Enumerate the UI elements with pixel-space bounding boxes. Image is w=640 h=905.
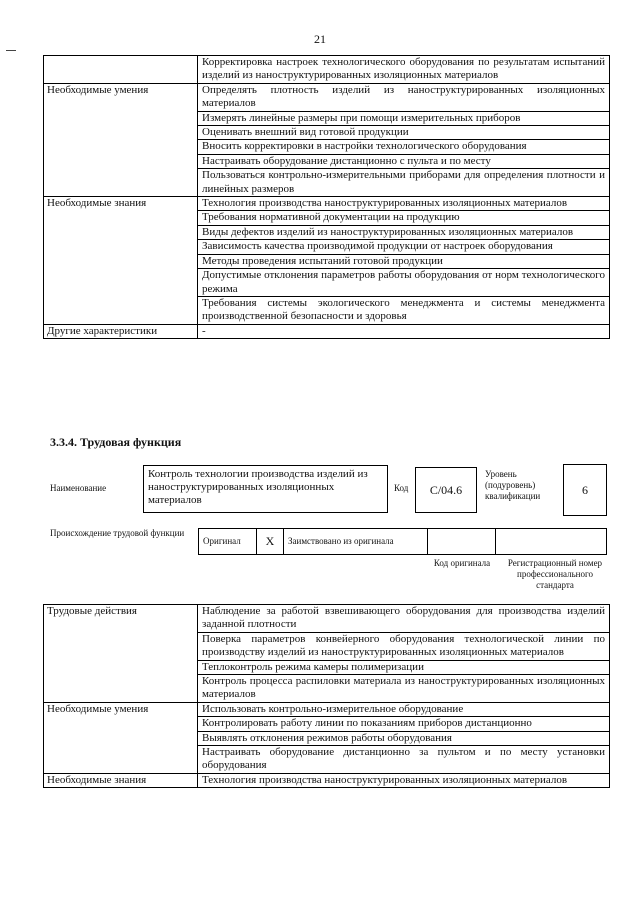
row-text: Контролировать работу линии по показаниям приборов дистанционно (198, 717, 610, 731)
row-text: Контроль процесса распиловки материала из наноструктурированных изоляционных материалов (198, 675, 610, 703)
origin-code-label: Код оригинала (433, 558, 491, 568)
row-text: Измерять линейные размеры при помощи измерительных приборов (198, 111, 610, 125)
row-text: Наблюдение за работой взвешивающего оборудования для производства изделий заданной плотности (198, 605, 610, 633)
borrowed-label: Заимствовано из оригинала (284, 529, 428, 554)
top-table (43, 55, 610, 339)
origin-code-cell (428, 529, 496, 554)
original-mark: Х (257, 529, 284, 554)
origin-label: Происхождение трудовой функции (50, 528, 185, 538)
bottom-table (43, 604, 610, 788)
table-row (44, 56, 610, 84)
row-text: Настраивать оборудование дистанционно за пультом и по месту установки оборудования (198, 746, 610, 774)
row-text: Пользоваться контрольно-измерительными приборами для определения плотности и линейных размеров (198, 169, 610, 197)
code-label: Код (394, 483, 409, 493)
level-label: Уровень (подуровень) квалификации (485, 469, 541, 501)
table-row (44, 605, 610, 633)
origin-row (198, 528, 607, 555)
table-row (44, 702, 610, 716)
row-text: Определять плотность изделий из наноструктурированных изоляционных материалов (198, 83, 610, 111)
row-text: Технология производства наноструктурированных изоляционных материалов (198, 773, 610, 787)
qualification-level-box: 6 (563, 464, 607, 516)
row-text: Требования системы экологического менеджмента и системы менеджмента производственной безопасности и здоровья (198, 296, 610, 324)
row-label-skills: Необходимые умения (44, 702, 198, 773)
function-name-box: Контроль технологии производства изделий из наноструктурированных изоляционных материалов (143, 465, 388, 513)
row-text: Корректировка настроек технологического оборудования по результатам испытаний изделий из наноструктурированных изоляционных материалов (198, 56, 610, 84)
original-label: Оригинал (199, 529, 257, 554)
reg-number-label: Регистрационный номер профессионального стандарта (507, 558, 603, 590)
row-text: Использовать контрольно-измерительное оборудование (198, 702, 610, 716)
row-label-knowledge: Необходимые знания (44, 197, 198, 325)
row-text: Требования нормативной документации на продукцию (198, 211, 610, 225)
reg-number-cell (496, 529, 606, 554)
row-label-other: Другие характеристики (44, 324, 198, 338)
row-text: Поверка параметров конвейерного оборудования технологической линии по производству изделий из наноструктурированных изоляционных материалов (198, 632, 610, 660)
row-text: Теплоконтроль режима камеры полимеризации (198, 660, 610, 674)
table-row (44, 197, 610, 211)
row-text: Вносить корректировки в настройки технологического оборудования (198, 140, 610, 154)
function-code-box: С/04.6 (415, 467, 477, 513)
row-text: Настраивать оборудование дистанционно с пульта и по месту (198, 154, 610, 168)
table-row (44, 324, 610, 338)
row-text: Методы проведения испытаний готовой продукции (198, 254, 610, 268)
margin-mark (6, 50, 16, 51)
section-heading: 3.3.4. Трудовая функция (50, 435, 182, 449)
row-text: Зависимость качества производимой продукции от настроек оборудования (198, 240, 610, 254)
table-row (44, 773, 610, 787)
row-text: - (198, 324, 610, 338)
row-label (44, 56, 198, 84)
row-label-actions: Трудовые действия (44, 605, 198, 703)
row-text: Выявлять отклонения режимов работы оборудования (198, 731, 610, 745)
row-label-knowledge: Необходимые знания (44, 773, 198, 787)
name-label: Наименование (50, 483, 107, 493)
row-text: Технология производства наноструктурированных изоляционных материалов (198, 197, 610, 211)
row-text: Допустимые отклонения параметров работы оборудования от норм технологического режима (198, 269, 610, 297)
row-text: Виды дефектов изделий из наноструктурированных изоляционных материалов (198, 225, 610, 239)
page-number: 21 (314, 32, 326, 46)
row-text: Оценивать внешний вид готовой продукции (198, 126, 610, 140)
row-label-skills: Необходимые умения (44, 83, 198, 196)
table-row (44, 83, 610, 111)
